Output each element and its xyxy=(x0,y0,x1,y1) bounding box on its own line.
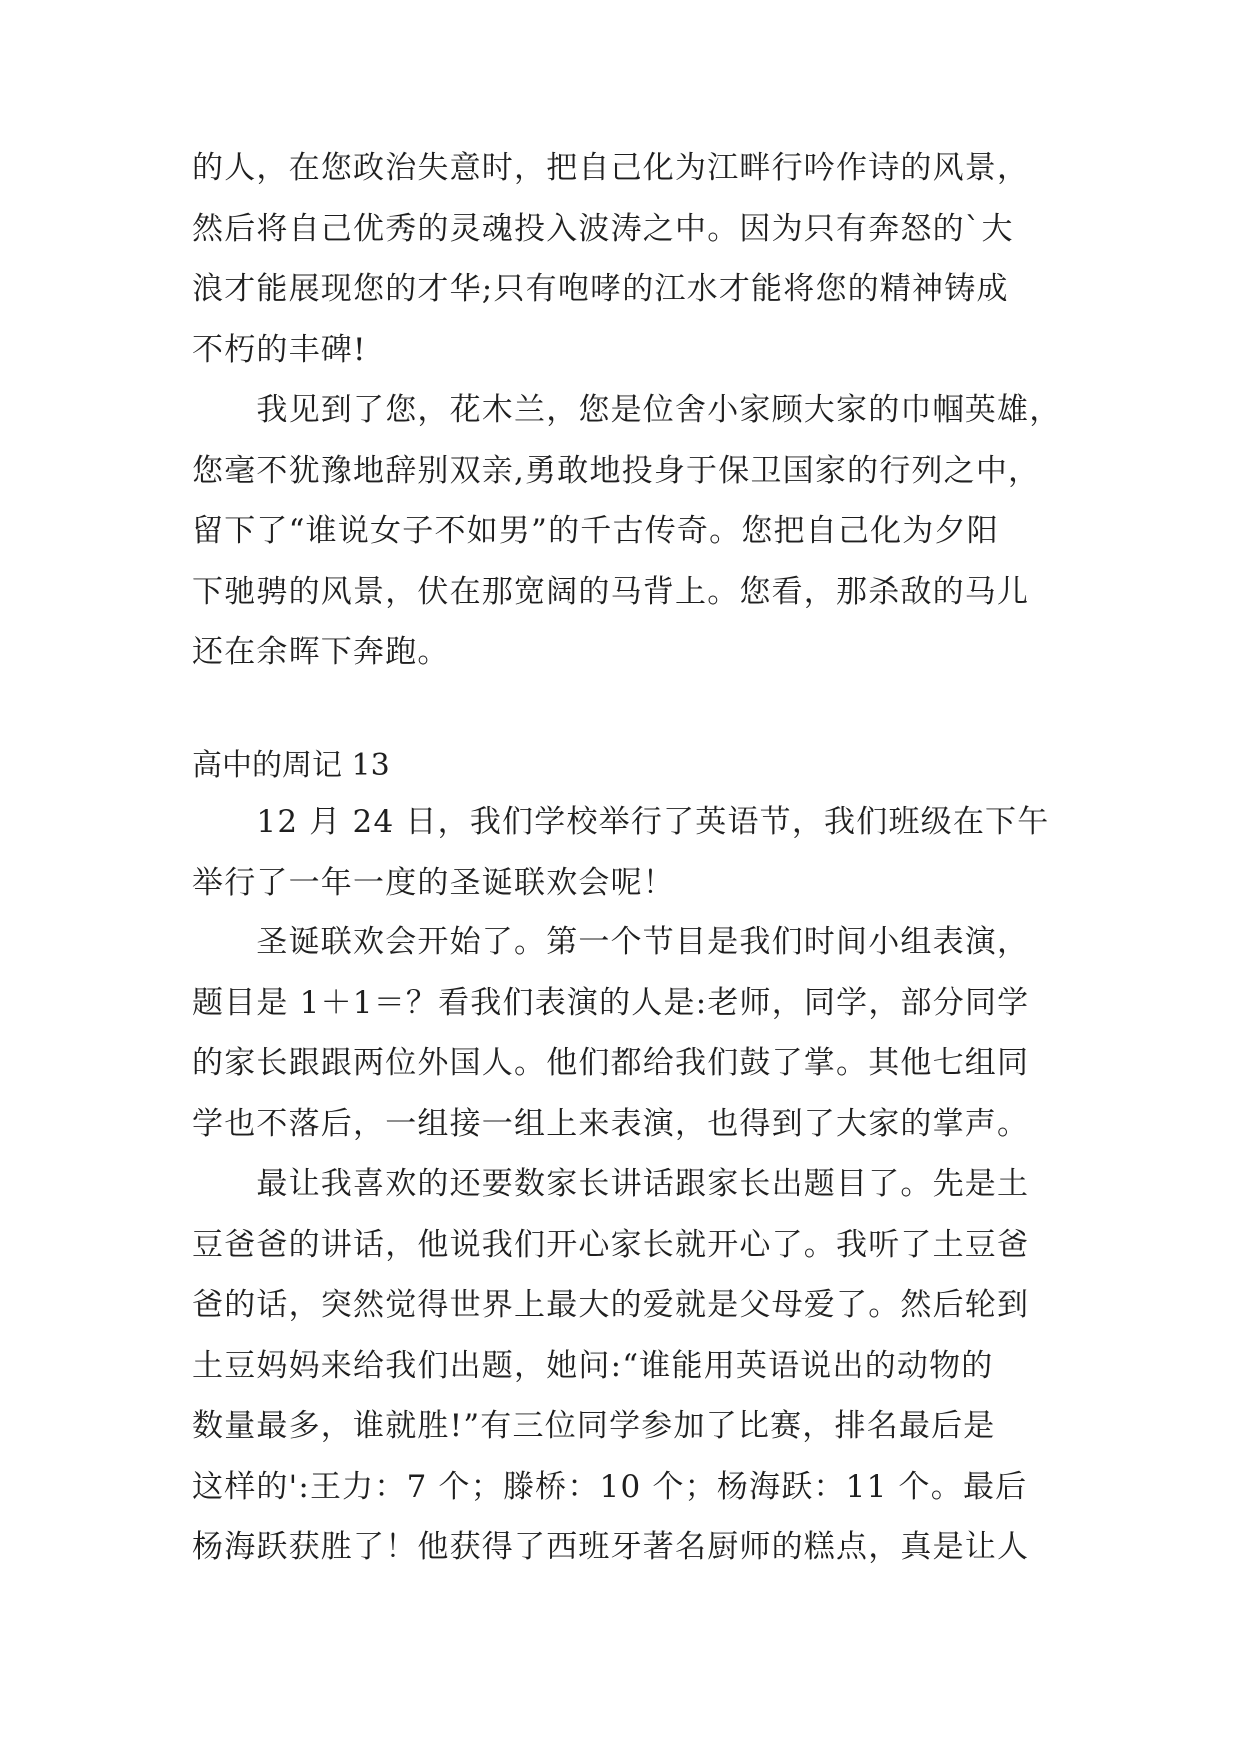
text-line: 我见到了您，花木兰，您是位舍小家顾大家的巾帼英雄， xyxy=(192,392,1062,428)
text-line: 留下了“谁说女子不如男”的千古传奇。您把自己化为夕阳 xyxy=(192,513,999,549)
text-line: 这样的':王力：7 个；滕桥：10 个；杨海跃：11 个。最后 xyxy=(192,1468,1028,1505)
text-line: 浪才能展现您的才华;只有咆哮的江水才能将您的精神铸成 xyxy=(192,271,1009,307)
text-line: 最让我喜欢的还要数家长讲话跟家长出题目了。先是土 xyxy=(192,1166,1030,1202)
text-line: 举行了一年一度的圣诞联欢会呢！ xyxy=(192,864,675,901)
paragraph-hua-mulan xyxy=(192,380,1062,683)
paragraph-parents-quiz xyxy=(192,1154,1062,1578)
text-line: 题目是 1＋1＝？看我们表演的人是:老师，同学，部分同学 xyxy=(192,984,1030,1021)
paragraph-party-start xyxy=(192,912,1062,1154)
text-line: 然后将自己优秀的灵魂投入波涛之中。因为只有奔怒的`大 xyxy=(192,210,1014,247)
text-line: 您毫不犹豫地辞别双亲,勇敢地投身于保卫国家的行列之中， xyxy=(192,452,1041,489)
text-line: 豆爸爸的讲话，他说我们开心家长就开心了。我听了土豆爸 xyxy=(192,1226,1030,1263)
text-line: 爸的话，突然觉得世界上最大的爱就是父母爱了。然后轮到 xyxy=(192,1287,1030,1323)
text-line: 的人，在您政治失意时，把自己化为江畔行吟作诗的风景， xyxy=(192,150,1030,186)
text-line: 下驰骋的风景，伏在那宽阔的马背上。您看，那杀敌的马儿 xyxy=(192,573,1030,610)
text-line: 还在余晖下奔跑。 xyxy=(192,634,450,670)
text-line: 学也不落后，一组接一组上来表演，也得到了大家的掌声。 xyxy=(192,1105,1030,1142)
text-line: 土豆妈妈来给我们出题，她问:“谁能用英语说出的动物的 xyxy=(192,1347,994,1384)
text-line: 杨海跃获胜了！他获得了西班牙著名厨师的糕点，真是让人 xyxy=(192,1529,1030,1565)
paragraph-english-festival xyxy=(192,792,1062,913)
section-heading: 高中的周记 13 xyxy=(192,748,390,783)
text-line: 的家长跟跟两位外国人。他们都给我们鼓了掌。其他七组同 xyxy=(192,1045,1030,1081)
paragraph-qu-yuan-ending xyxy=(192,138,1062,380)
text-line: 不朽的丰碑! xyxy=(192,331,367,368)
text-line: 圣诞联欢会开始了。第一个节目是我们时间小组表演， xyxy=(192,924,1030,960)
text-line: 数量最多，谁就胜!”有三位同学参加了比赛，排名最后是 xyxy=(192,1408,996,1444)
text-line: 12 月 24 日，我们学校举行了英语节，我们班级在下午 xyxy=(192,804,1050,840)
